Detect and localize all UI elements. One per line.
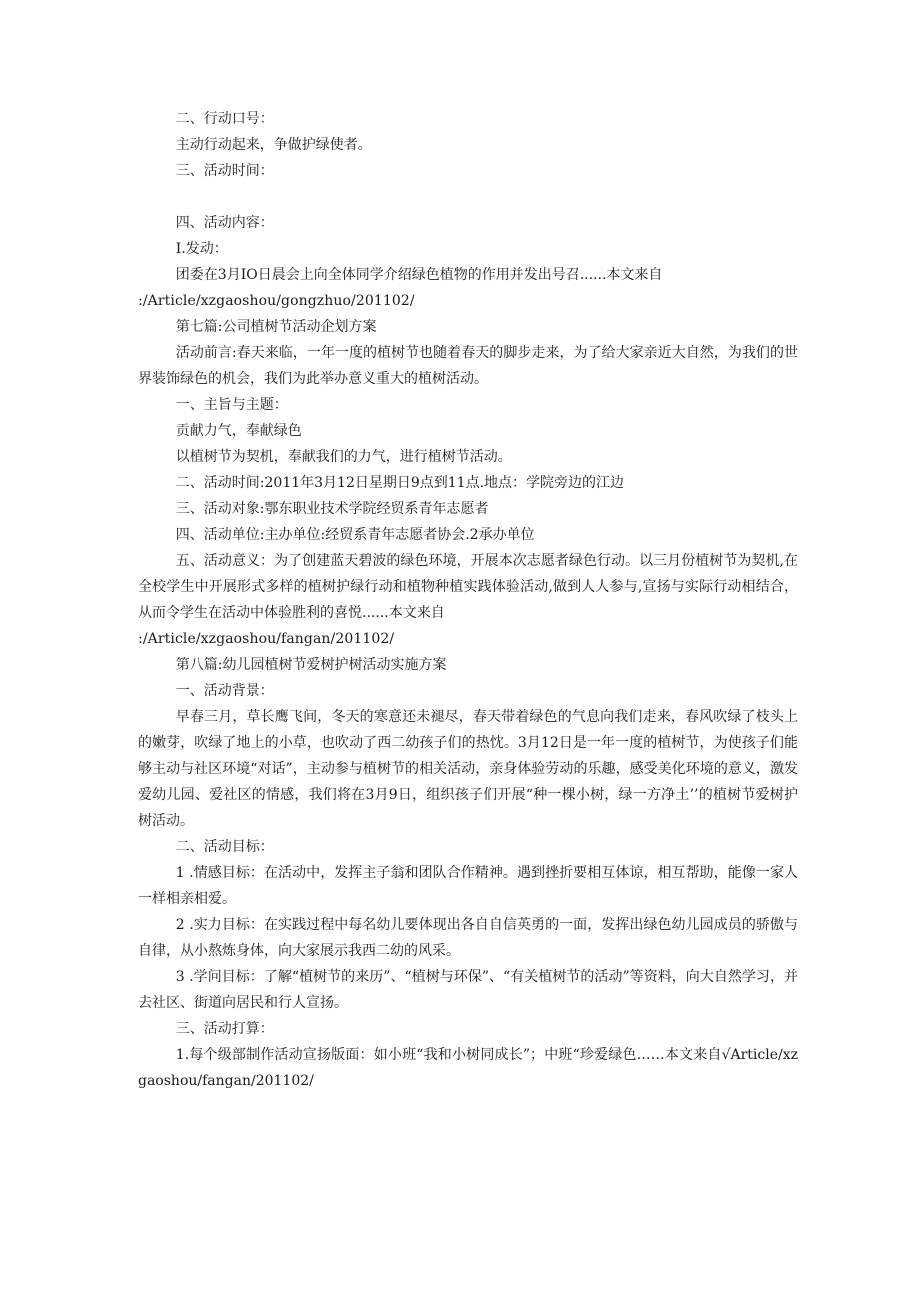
paragraph-significance: 五、活动意义：为了创建蓝天碧波的绿色环境，开展本次志愿者绿色行动。以三月份植树节为契机,在全校学生中开展形式多样的植树护绿行动和植物种植实践体验活动,做到人人参与,宣扬与实际行动相结合，从而令学生在活动中体验胜利的喜悦......本文来自: [138, 553, 798, 621]
document-body: [138, 106, 798, 1094]
section-title-7: 第七篇:公司植树节活动企划方案: [175, 319, 377, 335]
heading-activity-content: 四、活动内容：: [175, 215, 274, 231]
theme-text: 贡献力气，奉献绿色: [175, 423, 302, 439]
paragraph-organizer: 四、活动单位:主办单位:经贸系青年志愿者协会.2承办单位: [175, 527, 535, 543]
paragraph-background: 早春三月，草长鹰飞间，冬天的寒意还未褪尽，春天带着绿色的气息向我们走来，春风吹绿了枝头上的嫩芽，吹绿了地上的小草，也吹动了西二幼孩子们的热忱。3月12日是一年一度的植树节，为使孩子们能够主动与社区环境“对话”，主动参与植树节的相关活动，亲身体验劳动的乐趣，感受美化环境的意义，激发爱幼儿园、爱社区的情感，我们将在3月9日，组织孩子们开展“种一棵小树，绿一方净土’’的植树节爱树护树活动。: [138, 709, 798, 829]
heading-activity-time: 三、活动时间：: [175, 163, 274, 179]
goal-emotion: 1 .情感目标：在活动中，发挥主子翁和团队合作精神。遇到挫折要相互体谅，相互帮助，能像一家人一样相亲相爱。: [138, 865, 798, 907]
heading-goals: 二、活动目标：: [175, 839, 274, 855]
subheading-mobilize: I.发动：: [175, 241, 228, 257]
goal-knowledge: 3 .学问目标：了解“植树节的来历”、“植树与环保”、“有关植树节的活动”等资料，向大自然学习，并去社区、街道向居民和行人宣扬。: [138, 969, 798, 1011]
source-url-1: :/Article/xzgaoshou/gongzhuo/201102/: [138, 293, 415, 309]
paragraph-mobilize: 团委在3月IO日晨会上向全体同学介绍绿色植物的作用并发出号召......本文来自: [175, 267, 663, 283]
goal-ability: 2 .实力目标：在实践过程中每名幼儿要体现出各自自信英勇的一面，发挥出绿色幼儿园成员的骄傲与自律，从小熬炼身体，向大家展示我西二幼的风采。: [138, 917, 798, 959]
heading-theme: 一、主旨与主题：: [175, 397, 288, 413]
section-title-8: 第八篇:幼儿园植树节爱树护树活动实施方案: [175, 657, 447, 673]
source-url-2: :/Article/xzgaoshou/fangan/201102/: [138, 631, 395, 647]
theme-description: 以植树节为契机，奉献我们的力气，进行植树节活动。: [175, 449, 512, 465]
blank-line: [138, 184, 798, 210]
heading-background: 一、活动背景：: [175, 683, 274, 699]
paragraph-plan: 1.每个级部制作活动宣扬版面：如小班“我和小树同成长”；中班“珍爱绿色……本文来自√Article∕xzgaoshou∕fangan∕201102/: [138, 1047, 798, 1089]
heading-plan: 三、活动打算：: [175, 1021, 274, 1037]
paragraph-preface: 活动前言:春天来临，一年一度的植树节也随着春天的脚步走来，为了给大家亲近大自然，为我们的世界装饰绿色的机会，我们为此举办意义重大的植树活动。: [138, 345, 798, 387]
slogan-text: 主动行动起来，争做护绿使者。: [175, 137, 372, 153]
paragraph-target: 三、活动对象:鄂东职业技术学院经贸系青年志愿者: [175, 501, 489, 517]
heading-action-slogan: 二、行动口号：: [175, 111, 274, 127]
paragraph-time-place: 二、活动时间:2011年3月12日星期日9点到11点.地点：学院旁边的江边: [175, 475, 625, 491]
